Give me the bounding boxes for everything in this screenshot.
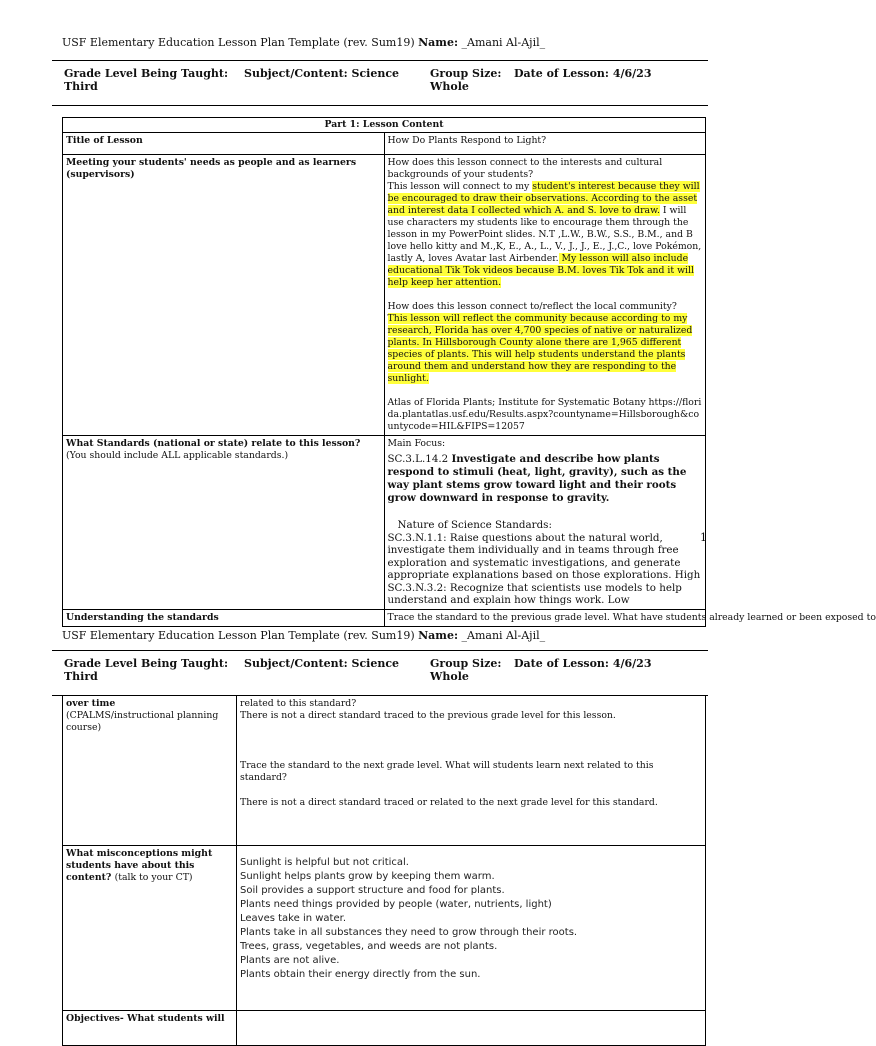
table-row (63, 1011, 706, 1046)
source-citation: Atlas of Florida Plants; Institute for Systematic Botany https://florida.plantatlas.usf.edu/Results.aspx?countyname=Hillsborough&countycode=HIL&FIPS=12057 (387, 397, 702, 432)
group-size: Group Size: Whole (430, 657, 502, 683)
nos-standards: Nature of Science Standards: SC.3.N.1.1: Raise questions about the natural world, investigate them individually and in teams through free exploration and systematic investigations, and generate appropriate explanations based on those explorations. High SC.3.N.3.2: Recognize that scientists use models to help understand and explain how things work. Low (387, 519, 701, 606)
subject-content: Subject/Content: Science (244, 67, 400, 80)
title-of-lesson-label: Title of Lesson (63, 133, 385, 155)
list-item: Sunlight is helpful but not critical. (240, 857, 409, 868)
students-needs-label: Meeting your students' needs as people and as learners (supervisors) (63, 155, 385, 436)
page-number: 1 (700, 531, 707, 544)
list-item: Plants are not alive. (240, 955, 340, 966)
table-row (63, 609, 706, 626)
students-needs-value: How does this lesson connect to the interests and cultural backgrounds of your students? This lesson will connect to my student's interest because they will be encouraged to draw their observations. According to the asset and interest data I collected which A. and S. love to draw. I will use characters my students like to encourage them through the lesson in my PowerPoint slides. N.T ,L.W., B.W., S.S., B.M., and B love hello kitty and M.,K, E., A., L., V., J., J., E., J.,C., love Pokémon, lastly A, loves Avatar last Airbender. My lesson will also include educational Tik Tok videos because B.M. loves Tik Tok and it will help keep her attention. How does this lesson connect to/reflect the local community? This lesson will reflect the community because according to my research, Florida has over 4,700 species of native or naturalized plants. In Hillsborough County alone there are 1,965 different species of plants. This will help students understand the plants around them and understand how they are responding to the sunlight. Atlas of Florida Plants; Institute for Systematic Botany https://florida.plantatlas.usf.edu/Results.aspx?countyname=Hillsborough&countycode=HIL&FIPS=12057 (384, 155, 706, 436)
misconceptions-list (237, 846, 706, 1011)
page2-header (62, 629, 545, 642)
page1-header (62, 36, 545, 49)
over-time-value: related to this standard? There is not a direct standard traced to the previous grade level for this lesson. Trace the standard to the next grade level. What will students learn next related to this standard? There is not a direct standard traced or related to the next grade level for this standard. (237, 696, 706, 846)
group-size: Group Size: Whole (430, 67, 502, 93)
list-item: Leaves take in water. (240, 913, 346, 924)
page2-meta-row (52, 650, 708, 696)
table-row (63, 133, 706, 155)
over-time-label: over time (CPALMS/instructional planning course) (63, 696, 237, 846)
part-1-heading: Part 1: Lesson Content (63, 118, 706, 133)
standards-value: Main Focus: SC.3.L.14.2 Investigate and describe how plants respond to stimuli (heat, light, gravity), such as the way plant stems grow toward light and their roots grow downward in response to gravity. Nature of Science Standards: SC.3.N.1.1: Raise questions about the natural world, investigate them individually and in teams through free exploration and systematic investigations, and generate appropriate explanations based on those explorations. High SC.3.N.3.2: Recognize that scientists use models to help understand and explain how things work. Low (384, 436, 706, 610)
list-item: Sunlight helps plants grow by keeping them warm. (240, 871, 495, 882)
lesson-date: Date of Lesson: 4/6/23 (514, 657, 652, 670)
name-label: Name: (418, 36, 459, 49)
misconceptions-label: What misconceptions might students have about this content? (talk to your CT) (63, 846, 237, 1011)
list-item: Soil provides a support structure and food for plants. (240, 885, 505, 896)
table-row (63, 436, 706, 610)
template-title: USF Elementary Education Lesson Plan Template (rev. Sum19) (62, 36, 415, 49)
title-of-lesson-value: How Do Plants Respond to Light? (384, 133, 706, 155)
lesson-date: Date of Lesson: 4/6/23 (514, 67, 652, 80)
objectives-label: Objectives- What students will (63, 1011, 237, 1046)
standards-label: What Standards (national or state) relate to this lesson? (You should include ALL applicable standards.) (63, 436, 385, 610)
main-standard: SC.3.L.14.2 Investigate and describe how plants respond to stimuli (heat, light, gravity), such as the way plant stems grow toward light and their roots grow downward in response to gravity. (387, 453, 687, 504)
lesson-content-table-continued (62, 695, 706, 1046)
lesson-content-table (62, 117, 876, 627)
template-title: USF Elementary Education Lesson Plan Template (rev. Sum19) (62, 629, 415, 642)
grade-level: Grade Level Being Taught: Third (64, 657, 229, 683)
understanding-value: Trace the standard to the previous grade level. What have students already learned or been exposed to (384, 609, 706, 626)
grade-level: Grade Level Being Taught: Third (64, 67, 229, 93)
table-row (63, 696, 706, 846)
table-row (63, 846, 706, 1011)
subject-content: Subject/Content: Science (244, 657, 400, 670)
table-row (63, 155, 706, 436)
list-item: Plants take in all substances they need to grow through their roots. (240, 927, 578, 938)
list-item: Plants need things provided by people (water, nutrients, light) (240, 899, 552, 910)
name-value: _Amani Al-Ajil_ (461, 36, 546, 49)
objectives-value (237, 1011, 706, 1046)
page1-meta-row (52, 60, 708, 106)
name-label: Name: (418, 629, 459, 642)
list-item: Trees, grass, vegetables, and weeds are not plants. (240, 941, 498, 952)
name-value: _Amani Al-Ajil_ (461, 629, 546, 642)
list-item: Plants obtain their energy directly from the sun. (240, 969, 481, 980)
understanding-label: Understanding the standards (63, 609, 385, 626)
